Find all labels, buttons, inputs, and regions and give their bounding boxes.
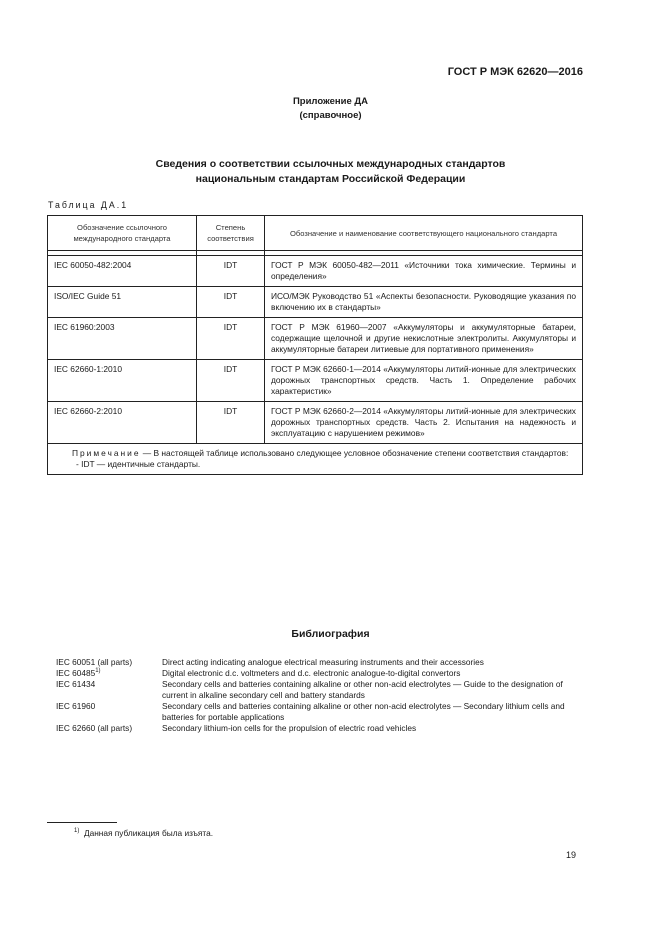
bibliography-entry <box>56 701 581 723</box>
cell-intl: IEC 62660-2:2010 <box>48 402 197 444</box>
correspondence-table <box>47 215 583 475</box>
bib-code <box>56 679 162 701</box>
table-row <box>48 256 583 287</box>
footnote-text: Данная публикация была изъята. <box>83 828 214 838</box>
bib-desc: Digital electronic d.c. voltmeters and d.c. electronic analogue-to-digital convertors <box>162 668 461 678</box>
bib-code <box>56 701 162 723</box>
header-degree: Степень соответствия <box>197 216 265 251</box>
footnote-mark: 1) <box>74 828 80 835</box>
cell-intl: ISO/IEC Guide 51 <box>48 287 197 318</box>
cell-intl: IEC 60050-482:2004 <box>48 256 197 287</box>
cell-degree: IDT <box>197 318 265 360</box>
bib-code-text: IEC 61434 <box>56 679 96 689</box>
cell-intl: IEC 62660-1:2010 <box>48 360 197 402</box>
bib-desc: Direct acting indicating analogue electrical measuring instruments and their accessories <box>162 657 484 667</box>
note-item: - IDT — идентичные стандарты. <box>76 459 201 469</box>
header-intl-standard: Обозначение ссылочного международного стандарта <box>48 216 197 251</box>
bib-desc: Secondary lithium-ion cells for the propulsion of electric road vehicles <box>162 723 417 733</box>
bib-code <box>56 657 162 668</box>
bib-code-text: IEC 61960 <box>56 701 96 711</box>
cell-degree: IDT <box>197 287 265 318</box>
appendix-heading <box>0 95 661 123</box>
appendix-title: Приложение ДА <box>292 96 369 107</box>
table-header-row <box>48 216 583 251</box>
bibliography-entry <box>56 679 581 701</box>
note-paragraph <box>54 448 576 459</box>
table-note <box>48 444 583 475</box>
table-row <box>48 287 583 318</box>
footnote-ref: 1) <box>95 668 101 675</box>
cell-intl: IEC 61960:2003 <box>48 318 197 360</box>
note-label: Примечание <box>72 448 141 458</box>
cell-national: ИСО/МЭК Руководство 51 «Аспекты безопасности. Руководящие указания по включению их в стандарты» <box>265 287 583 318</box>
footnote-divider <box>47 822 117 823</box>
table-row <box>48 318 583 360</box>
section-title <box>0 157 661 187</box>
cell-national: ГОСТ Р МЭК 60050-482—2011 «Источники тока химические. Термины и определения» <box>265 256 583 287</box>
bibliography-list <box>56 657 581 734</box>
table-row <box>48 402 583 444</box>
document-code: ГОСТ Р МЭК 62620—2016 <box>447 66 583 78</box>
bib-code-text: IEC 60051 (all parts) <box>56 657 133 667</box>
bibliography-entry <box>56 657 581 668</box>
section-title-line2: национальным стандартам Российской Федерации <box>195 173 466 185</box>
appendix-subtitle: (справочное) <box>299 110 362 121</box>
cell-national: ГОСТ Р МЭК 62660-2—2014 «Аккумуляторы литий-ионные для электрических дорожных транспортных средств. Часть 2. Испытания на надежность и эксплуатацию с нарушением режимов» <box>265 402 583 444</box>
cell-degree: IDT <box>197 360 265 402</box>
bib-code <box>56 668 162 679</box>
header-national-standard: Обозначение и наименование соответствующего национального стандарта <box>265 216 583 251</box>
table-row <box>48 360 583 402</box>
bib-code-text: IEC 60485 <box>56 668 96 678</box>
bib-desc: Secondary cells and batteries containing alkaline or other non-acid electrolytes — Guide to the designation of current in alkaline secondary cell and battery standards <box>162 679 563 700</box>
bibliography-title: Библиография <box>291 628 370 640</box>
section-title-line1: Сведения о соответствии ссылочных международных стандартов <box>155 158 506 170</box>
bibliography-entry <box>56 668 581 679</box>
page-number: 19 <box>565 850 576 860</box>
note-text: — В настоящей таблице использовано следующее условное обозначение степени соответствия стандартов: <box>140 448 569 458</box>
table-note-row <box>48 444 583 475</box>
footnote <box>74 828 213 838</box>
bib-code <box>56 723 162 734</box>
bib-desc: Secondary cells and batteries containing alkaline or other non-acid electrolytes — Secondary lithium cells and batteries for portable applications <box>162 701 565 722</box>
bib-code-text: IEC 62660 (all parts) <box>56 723 133 733</box>
table-label: Таблица ДА.1 <box>48 200 129 210</box>
cell-degree: IDT <box>197 256 265 287</box>
cell-degree: IDT <box>197 402 265 444</box>
bibliography-entry <box>56 723 581 734</box>
cell-national: ГОСТ Р МЭК 62660-1—2014 «Аккумуляторы литий-ионные для электрических дорожных транспортных средств. Часть 1. Определение рабочих характеристик» <box>265 360 583 402</box>
cell-national: ГОСТ Р МЭК 61960—2007 «Аккумуляторы и аккумуляторные батареи, содержащие щелочной и другие некислотные электролиты. Аккумуляторы и аккумуляторные батареи литиевые для портативного применения» <box>265 318 583 360</box>
